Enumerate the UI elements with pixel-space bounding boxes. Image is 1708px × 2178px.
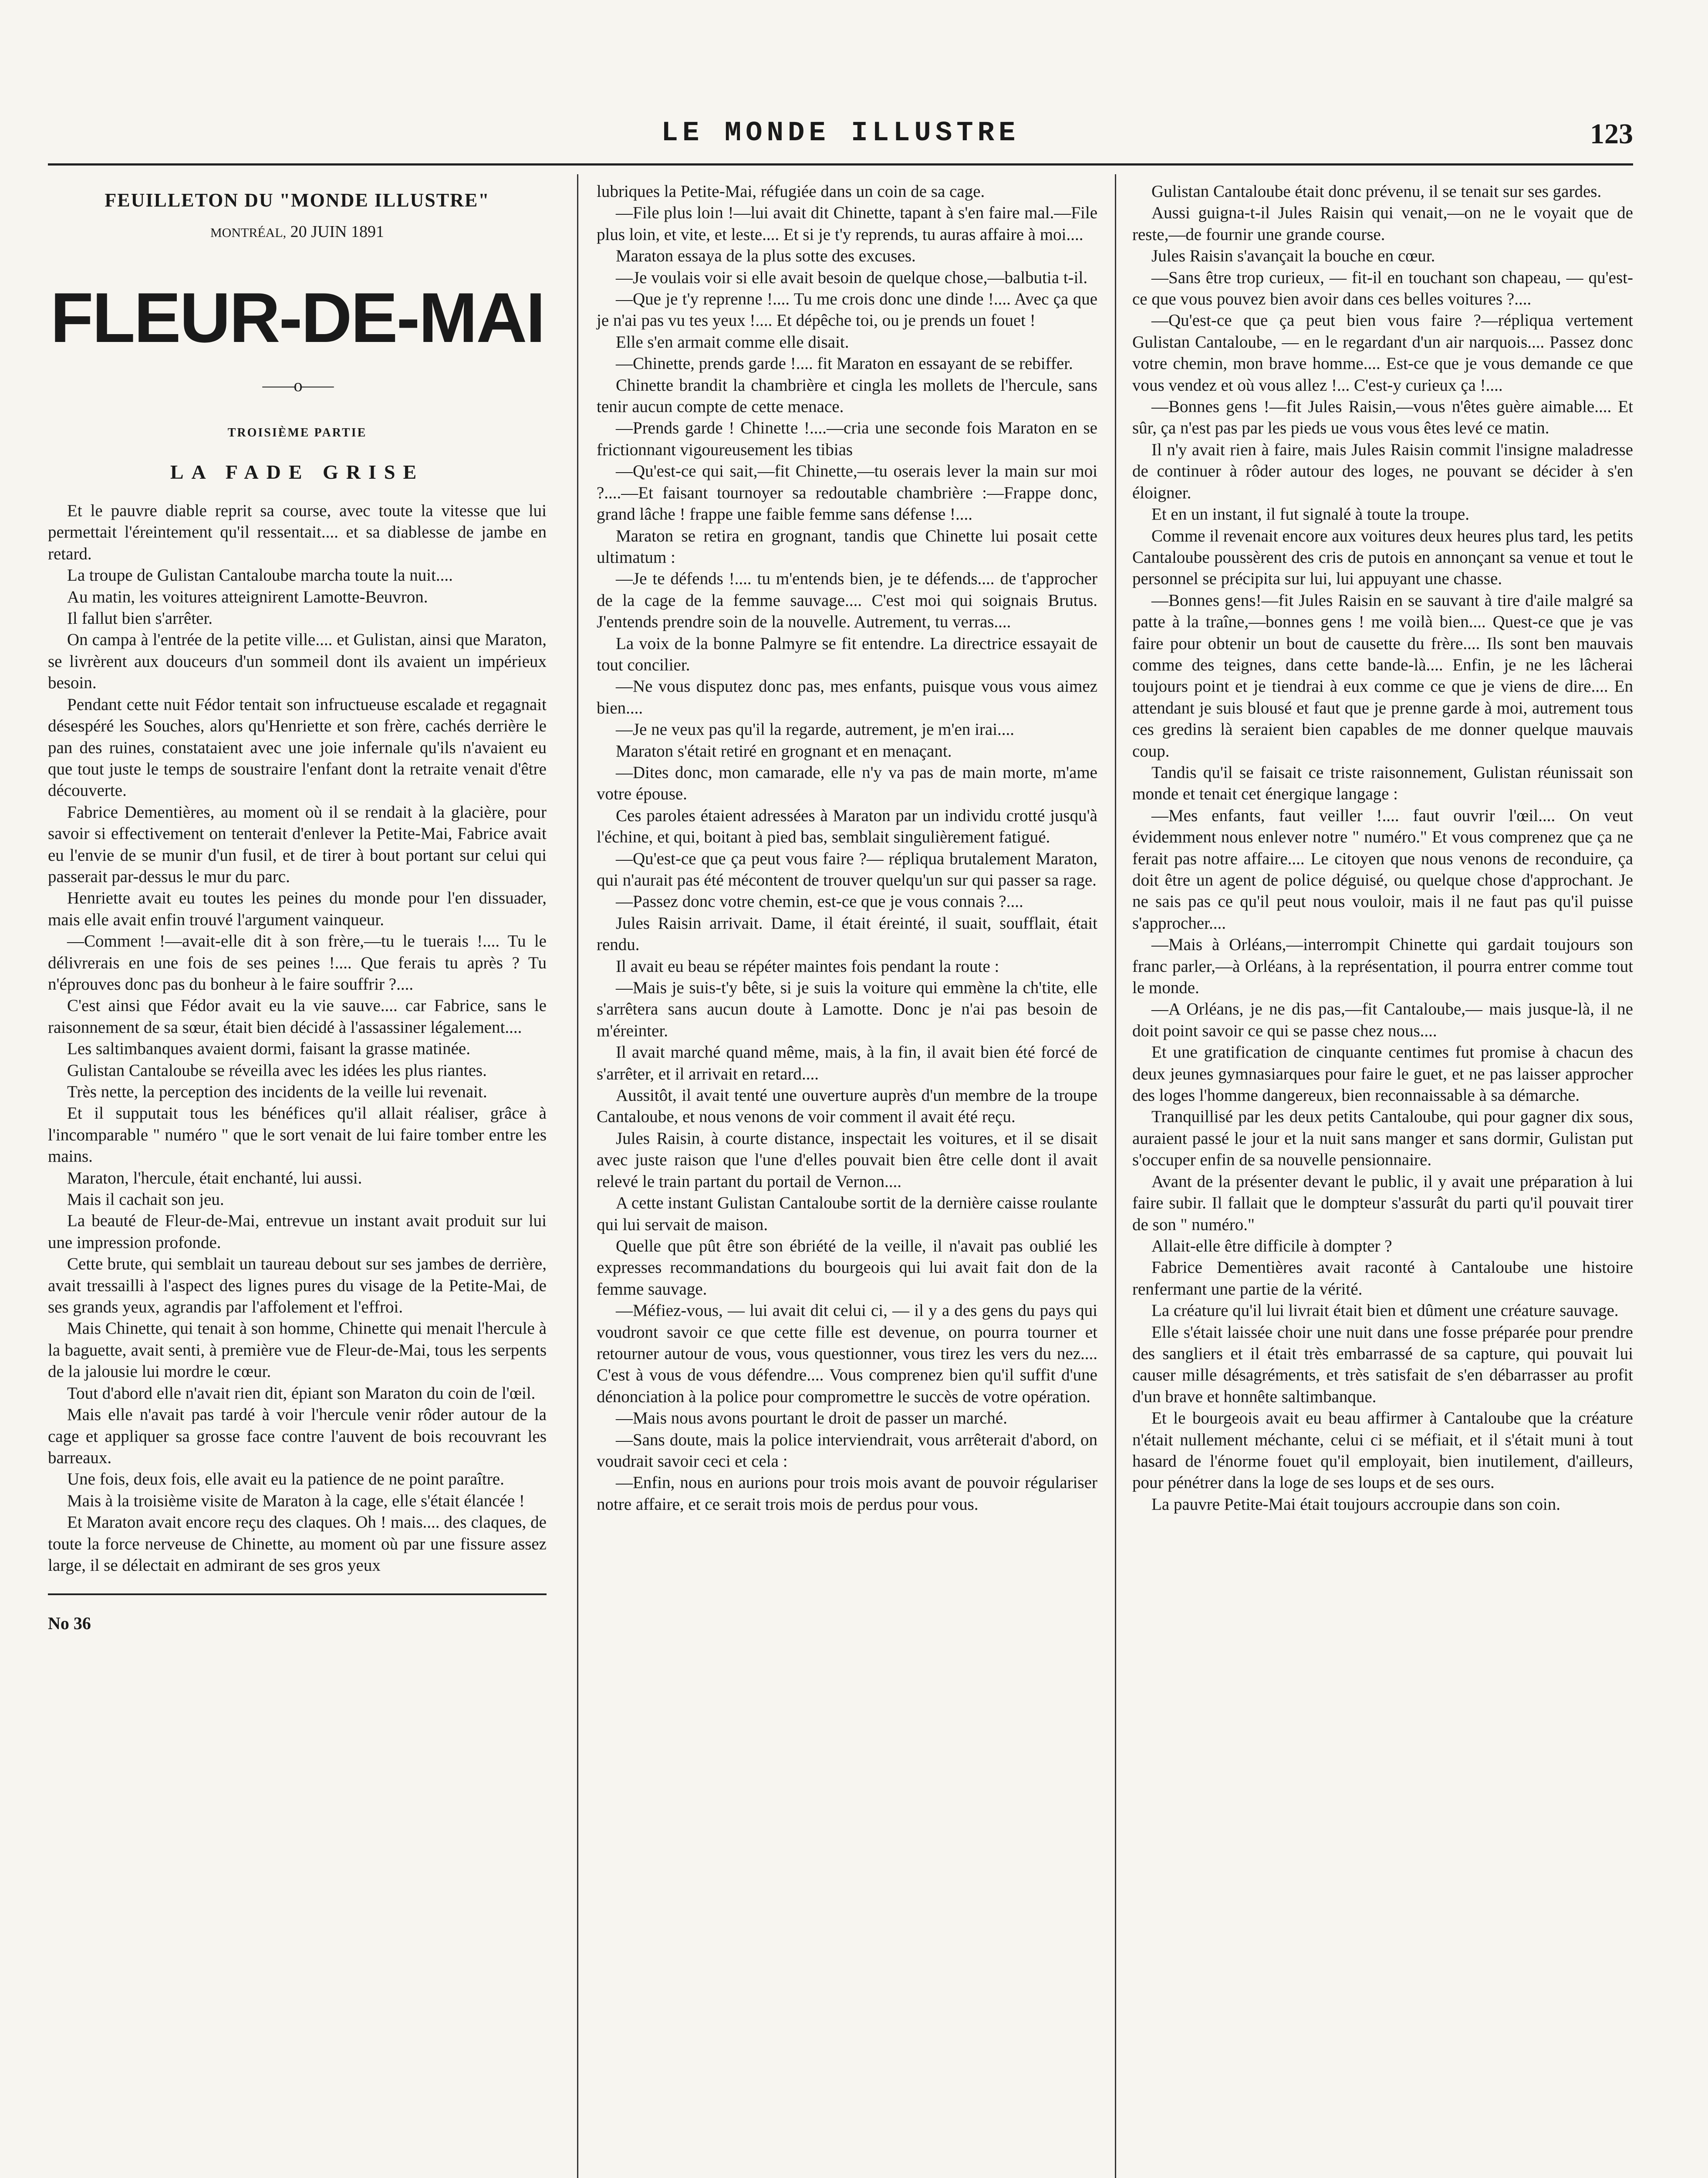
magazine-title: LE MONDE ILLUSTRE xyxy=(661,118,1020,149)
paragraph: —Qu'est-ce qui sait,—fit Chinette,—tu oserais lever la main sur moi ?....—Et faisant tournoyer sa redoutable chambrière :—Frappe donc, grand lâche ! frappe une faible femme sans défense !.... xyxy=(597,462,1097,524)
paragraph: Il n'y avait rien à faire, mais Jules Raisin commit l'insigne maladresse de continuer à rôder autour des loges, ne pouvant se décider à s'en éloigner. xyxy=(1132,440,1633,502)
paragraph: Il fallut bien s'arrêter. xyxy=(67,609,213,628)
column-1-text xyxy=(48,500,547,1576)
paragraph: A cette instant Gulistan Cantaloube sortit de la dernière caisse roulante qui lui servait de maison. xyxy=(597,1194,1097,1234)
column-3 xyxy=(1132,181,1633,1515)
paragraph: —Bonnes gens!—fit Jules Raisin en se sauvant à tire d'aile malgré sa patte à la traîne,—bonnes gens ! me voilà bien.... Quest-ce que je vas faire pour obtenir un bout de causette du frère.... Ils sont ben mauvais comme des teignes, dans cette bande-là.... Enfin, je ne les lâcherai toujours point et je tiendrai à eux comme ce que je viens de dire.... En attendant je suis blousé et faut que je prenne garde à moi, autrement tous ces gredins là seraient bien capables de me donner quelque mauvais coup. xyxy=(1132,591,1633,761)
paragraph: La beauté de Fleur-de-Mai, entrevue un instant avait produit sur lui une impression profonde. xyxy=(48,1211,547,1252)
paragraph: Quelle que pût être son ébriété de la veille, il n'avait pas oublié les expresses recommandations du bourgeois qui lui avait fait don de la femme sauvage. xyxy=(597,1236,1097,1299)
column-2 xyxy=(597,181,1097,1515)
paragraph: —Comment !—avait-elle dit à son frère,—tu le tuerais !.... Tu le délivrerais en une fois de ses peines !.... Que ferais tu après ? Tu n'éprouves donc pas du bonheur à le faire souffrir ?.... xyxy=(48,932,547,994)
paragraph: Mais il cachait son jeu. xyxy=(67,1190,224,1209)
paragraph: —Je te défends !.... tu m'entends bien, je te défends.... de t'approcher de la cage de la femme sauvage.... C'est moi qui soignais Brutus. J'entends prendre soin de la nouvelle. Autrement, tu verras.... xyxy=(597,569,1097,632)
paragraph: La troupe de Gulistan Cantaloube marcha toute la nuit.... xyxy=(67,566,453,585)
paragraph: lubriques la Petite-Mai, réfugiée dans un coin de sa cage. xyxy=(597,182,985,201)
paragraph: Et le bourgeois avait eu beau affirmer à Cantaloube que la créature n'était nullement méchante, celui ci se méfiait, et il s'était muni à tout hasard de l'énorme fouet qu'il employait, bien inutilement, d'ailleurs, pour pénétrer dans la loge de ses loups et de ses ours. xyxy=(1132,1409,1633,1492)
column-divider xyxy=(577,174,578,2178)
paragraph: —Que je t'y reprenne !.... Tu me crois donc une dinde !.... Avec ça que je n'ai pas vu tes yeux !.... Et dépêche toi, ou je prends un fouet ! xyxy=(597,290,1097,330)
paragraph: Maraton se retira en grognant, tandis que Chinette lui posait cette ultimatum : xyxy=(597,526,1097,567)
paragraph: Très nette, la perception des incidents de la veille lui revenait. xyxy=(67,1082,487,1101)
paragraph: La pauvre Petite-Mai était toujours accroupie dans son coin. xyxy=(1151,1495,1560,1514)
dateline-place: MONTRÉAL, xyxy=(210,226,287,240)
chapter-heading: LA FADE GRISE xyxy=(170,460,425,483)
paragraph: —Qu'est-ce que ça peut vous faire ?— répliqua brutalement Maraton, qui n'aurait pas été mécontent de trouver quelqu'un sur qui passer sa rage. xyxy=(597,849,1097,889)
paragraph: —Enfin, nous en aurions pour trois mois avant de pouvoir régulariser notre affaire, et ce serait trois mois de perdus pour vous. xyxy=(597,1473,1097,1514)
paragraph: Henriette avait eu toutes les peines du monde pour l'en dissuader, mais elle avait enfin trouvé l'argument vainqueur. xyxy=(48,889,547,929)
paragraph: Tout d'abord elle n'avait rien dit, épiant son Maraton du coin de l'œil. xyxy=(67,1383,536,1403)
column-1 xyxy=(48,181,547,1634)
dateline-date: 20 JUIN 1891 xyxy=(290,223,384,241)
paragraph: Mais à la troisième visite de Maraton à la cage, elle s'était élancée ! xyxy=(67,1491,525,1510)
paragraph: Maraton s'était retiré en grognant et en menaçant. xyxy=(616,741,952,761)
paragraph: —Je ne veux pas qu'il la regarde, autrement, je m'en irai.... xyxy=(616,720,1015,739)
paragraph: Elle s'était laissée choir une nuit dans une fosse préparée pour prendre des sangliers et il était très embarrassé de sa capture, qui pouvait lui causer mille désagréments, et très satisfait de s'en débarrasser au profit d'un brave et honnête saltimbanque. xyxy=(1132,1322,1633,1406)
paragraph: Gulistan Cantaloube était donc prévenu, il se tenait sur ses gardes. xyxy=(1151,182,1602,201)
paragraph: Tranquillisé par les deux petits Cantaloube, qui pour gagner dix sous, auraient passé le jour et la nuit sans manger et sans dormir, Gulistan put s'occuper enfin de sa nouvelle pensionnaire. xyxy=(1132,1107,1633,1170)
paragraph: La créature qu'il lui livrait était bien et dûment une créature sauvage. xyxy=(1151,1301,1619,1320)
paragraph: —Prends garde ! Chinette !....—cria une seconde fois Maraton en se frictionnant vigoureusement les tibias xyxy=(597,419,1097,459)
paragraph: Et en un instant, il fut signalé à toute la troupe. xyxy=(1151,505,1469,524)
paragraph: —Sans être trop curieux, — fit-il en touchant son chapeau, — qu'est-ce que vous pouvez bien avoir dans ces belles voitures ?.... xyxy=(1132,268,1633,309)
paragraph: Fabrice Dementières, au moment où il se rendait à la glacière, pour savoir si effectivement on tenterait d'enlever la Petite-Mai, Fabrice avait eu l'envie de se munir d'un fusil, et de tirer à bout portant sur celui qui passerait par-dessus le mur du parc. xyxy=(48,802,547,886)
paragraph: —Méfiez-vous, — lui avait dit celui ci, — il y a des gens du pays qui voudront savoir ce que cette fille est devenue, on pourra tourner et retourner autour de vous, vous questionner, vous tirez les vers du nez.... C'est à vous de vous défendre.... Vous comprenez bien qu'il suffit d'une dénonciation à la police pour compromettre le succès de votre opération. xyxy=(597,1301,1097,1406)
paragraph: —Passez donc votre chemin, est-ce que je vous connais ?.... xyxy=(616,892,1023,911)
paragraph: Et Maraton avait encore reçu des claques. Oh ! mais.... des claques, de toute la force nerveuse de Chinette, au moment où par une fissure assez large, il se délectait en admirant de ses gros yeux xyxy=(48,1513,547,1575)
paragraph: Mais elle n'avait pas tardé à voir l'hercule venir rôder autour de la cage et appliquer sa grosse face contre l'auvent de bois recouvrant les barreaux. xyxy=(48,1405,547,1467)
issue-number: No 36 xyxy=(48,1613,91,1634)
paragraph: —File plus loin !—lui avait dit Chinette, tapant à s'en faire mal.—File plus loin, et vite, et leste.... Et si je t'y reprends, tu auras affaire à moi.... xyxy=(597,203,1097,244)
paragraph: —Mes enfants, faut veiller !.... faut ouvrir l'œil.... On veut évidemment nous enlever notre " numéro." Et vous comprenez que ça ne ferait pas notre affaire.... Le citoyen que nous venons de reconduire, ça doit être un agent de police déguisé, ou quelque chose d'approchant. Je ne sais pas ce qu'il peut nous vouloir, mais il ne faut pas qu'il puisse s'approcher.... xyxy=(1132,806,1633,933)
page-header xyxy=(48,118,1633,157)
paragraph: —A Orléans, je ne dis pas,—fit Cantaloube,— mais jusque-là, il ne doit point savoir ce qui se passe chez nous.... xyxy=(1132,1000,1633,1040)
paragraph: Avant de la présenter devant le public, il y avait une préparation à lui faire subir. Il fallait que le dompteur s'assurât du parti qu'il pouvait tirer de son " numéro." xyxy=(1132,1172,1633,1234)
issue-rule xyxy=(48,1593,547,1595)
paragraph: C'est ainsi que Fédor avait eu la vie sauve.... car Fabrice, sans le raisonnement de sa sœur, était bien décidé à l'assassiner légalement.... xyxy=(48,996,547,1037)
paragraph: Chinette brandit la chambrière et cingla les mollets de l'hercule, sans tenir aucun compte de cette menace. xyxy=(597,375,1097,416)
paragraph: —Sans doute, mais la police interviendrait, vous arrêterait d'abord, on voudrait savoir ceci et cela : xyxy=(597,1430,1097,1471)
paragraph: La voix de la bonne Palmyre se fit entendre. La directrice essayait de tout concilier. xyxy=(597,634,1097,674)
paragraph: Mais Chinette, qui tenait à son homme, Chinette qui menait l'hercule à la baguette, avait senti, à première vue de Fleur-de-Mai, tous les serpents de la jalousie lui mordre le cœur. xyxy=(48,1319,547,1381)
header-rule xyxy=(48,163,1633,166)
dateline xyxy=(48,221,547,244)
paragraph: —Bonnes gens !—fit Jules Raisin,—vous n'êtes guère aimable.... Et sûr, ça n'est pas par les pieds ue vous vous êtes levé ce matin. xyxy=(1132,397,1633,438)
paragraph: Allait-elle être difficile à dompter ? xyxy=(1151,1236,1392,1255)
paragraph: Tandis qu'il se faisait ce triste raisonnement, Gulistan réunissait son monde et tenait cet énergique langage : xyxy=(1132,763,1633,804)
page-number: 123 xyxy=(1590,118,1633,150)
column-2-text xyxy=(597,181,1097,1515)
paragraph: Jules Raisin, à courte distance, inspectait les voitures, et il se disait avec juste raison que l'une d'elles pouvait bien être celle dont il avait relevé le train partant du portail de Vernon.... xyxy=(597,1129,1097,1191)
paragraph: Aussitôt, il avait tenté une ouverture auprès d'un membre de la troupe Cantaloube, et nous venons de voir comment il avait été reçu. xyxy=(597,1086,1097,1126)
paragraph: Et il supputait tous les bénéfices qu'il allait réaliser, grâce à l'incomparable " numéro " que le sort venait de lui faire tomber entre les mains. xyxy=(48,1104,547,1166)
paragraph: Elle s'en armait comme elle disait. xyxy=(616,332,849,352)
paragraph: Pendant cette nuit Fédor tentait son infructueuse escalade et regagnait désespéré les Souches, alors qu'Henriette et son frère, cachés derrière le pan des ruines, constataient avec une joie infernale qu'ils n'avaient eu que tout juste le temps de soustraire l'enfant dont la retraite venait d'être découverte. xyxy=(48,695,547,800)
paragraph: Jules Raisin arrivait. Dame, il était éreinté, il suait, soufflait, était rendu. xyxy=(597,913,1097,954)
column-3-text xyxy=(1132,181,1633,1515)
paragraph: Fabrice Dementières avait raconté à Cantaloube une histoire renfermant une partie de la vérité. xyxy=(1132,1258,1633,1299)
column-divider xyxy=(1115,174,1116,2178)
paragraph: —Chinette, prends garde !.... fit Maraton en essayant de se rebiffer. xyxy=(616,354,1073,373)
paragraph: —Je voulais voir si elle avait besoin de quelque chose,—balbutia t-il. xyxy=(616,268,1088,287)
paragraph: Aussi guigna-t-il Jules Raisin qui venait,—on ne le voyait que de reste,—de fournir une grande course. xyxy=(1132,203,1633,244)
paragraph: Et une gratification de cinquante centimes fut promise à chacun des deux jeunes gymnasiarques pour faire le guet, et ne pas laisser approcher des loges l'homme dangereux, bien reconnaissable à sa démarche. xyxy=(1132,1043,1633,1105)
paragraph: Il avait marché quand même, mais, à la fin, il avait bien été forcé de s'arrêter, et il arrivait en retard.... xyxy=(597,1043,1097,1083)
paragraph: —Mais nous avons pourtant le droit de passer un marché. xyxy=(616,1409,1007,1428)
paragraph: —Ne vous disputez donc pas, mes enfants, puisque vous vous aimez bien.... xyxy=(597,677,1097,717)
feuilleton-heading: FEUILLETON DU "MONDE ILLUSTRE" xyxy=(105,189,490,211)
part-heading: TROISIÈME PARTIE xyxy=(227,426,367,440)
title-ornament: ——o—— xyxy=(262,375,332,395)
paragraph: —Dites donc, mon camarade, elle n'y va pas de main morte, m'ame votre épouse. xyxy=(597,763,1097,804)
paragraph: Maraton essaya de la plus sotte des excuses. xyxy=(616,247,916,266)
paragraph: —Mais je suis-t'y bête, si je suis la voiture qui emmène la ch'tite, elle s'arrêtera sans aucun doute à Lamotte. Donc je n'ai pas besoin de m'éreinter. xyxy=(597,978,1097,1040)
paragraph: Il avait eu beau se répéter maintes fois pendant la route : xyxy=(616,957,999,976)
paragraph: Jules Raisin s'avançait la bouche en cœur. xyxy=(1151,247,1435,266)
paragraph: Gulistan Cantaloube se réveilla avec les idées les plus riantes. xyxy=(67,1061,487,1080)
paragraph: On campa à l'entrée de la petite ville.... et Gulistan, ainsi que Maraton, se livrèrent aux douceurs d'un sommeil dont ils avaient un impérieux besoin. xyxy=(48,630,547,693)
story-title: FLEUR-DE-MAI xyxy=(50,278,544,357)
paragraph: Et le pauvre diable reprit sa course, avec toute la vitesse que lui permettait l'éreintement qu'il ressentait.... et sa diablesse de jambe en retard. xyxy=(48,501,547,563)
paragraph: —Mais à Orléans,—interrompit Chinette qui gardait toujours son franc parler,—à Orléans, à la représentation, il pourra entrer comme tout le monde. xyxy=(1132,935,1633,998)
paragraph: Maraton, l'hercule, était enchanté, lui aussi. xyxy=(67,1168,362,1187)
paragraph: Ces paroles étaient adressées à Maraton par un individu crotté jusqu'à l'échine, et qui, boitant à pied bas, semblait singulièrement fatigué. xyxy=(597,806,1097,847)
paragraph: Cette brute, qui semblait un taureau debout sur ses jambes de derrière, avait tressailli à l'aspect des lignes pures du visage de la Petite-Mai, de ses grands yeux, agrandis par l'affolement et l'effroi. xyxy=(48,1255,547,1317)
paragraph: Au matin, les voitures atteignirent Lamotte-Beuvron. xyxy=(67,587,428,606)
paragraph: —Qu'est-ce que ça peut bien vous faire ?—répliqua vertement Gulistan Cantaloube, — en le regardant d'un air narquois.... Passez donc votre chemin, mon brave homme.... Est-ce que je vous demande ce que vous vendez et où vous allez !... C'est-y curieux ça !.... xyxy=(1132,311,1633,395)
paragraph: Comme il revenait encore aux voitures deux heures plus tard, les petits Cantaloube poussèrent des cris de putois en annonçant sa venue et tout le personnel se précipita sur lui, lui appuyant une chasse. xyxy=(1132,526,1633,588)
paragraph: Une fois, deux fois, elle avait eu la patience de ne point paraître. xyxy=(67,1470,504,1489)
paragraph: Les saltimbanques avaient dormi, faisant la grasse matinée. xyxy=(67,1039,470,1059)
